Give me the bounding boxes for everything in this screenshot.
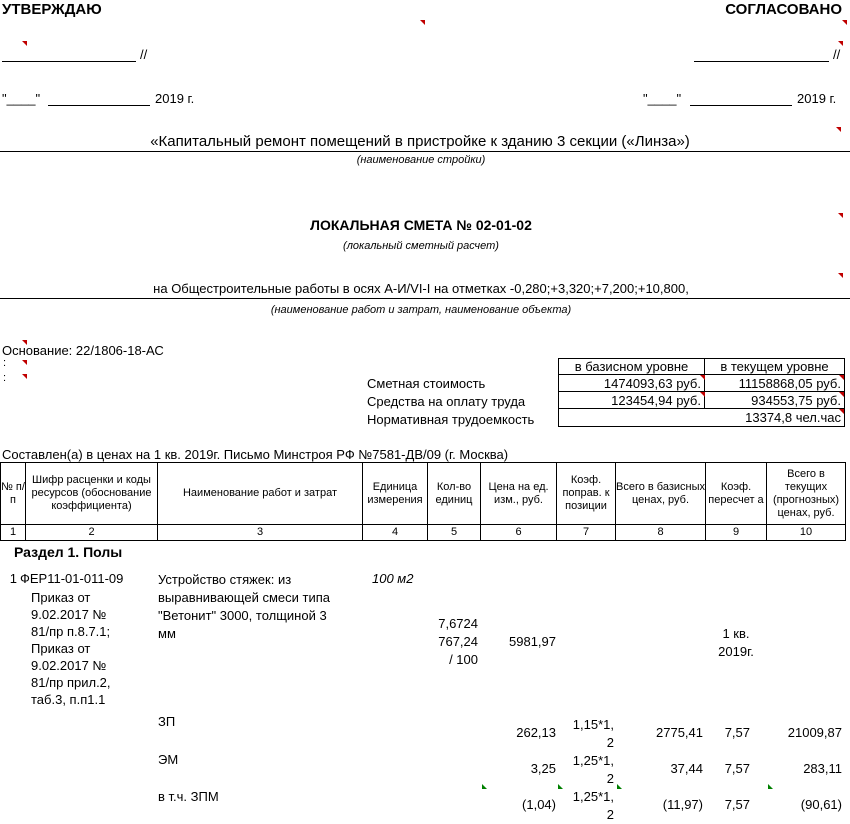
- name-line: мм: [158, 626, 176, 641]
- summary-header-current: в текущем уровне: [704, 358, 845, 375]
- subrow-price: 262,13: [516, 725, 556, 740]
- code-line: Приказ от: [31, 641, 91, 656]
- subrow-coef: [556, 788, 614, 824]
- column-number: 2: [25, 524, 158, 541]
- item-code: ФЕР11-01-011-09: [20, 571, 124, 586]
- comment-marker: [842, 20, 847, 25]
- summary-label: Средства на оплату труда: [367, 394, 526, 409]
- table-header-cell: Всего в текущих (прогнозных) ценах, руб.: [766, 462, 846, 525]
- table-header-cell: Коэф. пересчет а: [705, 462, 767, 525]
- summary-value-current: 13374,8 чел.час: [558, 408, 845, 427]
- subrow-name: ЭМ: [158, 752, 179, 767]
- subrow-coef: [556, 752, 614, 788]
- column-number: 4: [362, 524, 428, 541]
- name-line: "Ветонит" 3000, толщиной 3: [158, 608, 327, 623]
- item-number: 1: [9, 571, 17, 586]
- basis-dot: :: [3, 372, 7, 384]
- coef-line: 2: [606, 771, 614, 786]
- slashes-left: //: [140, 47, 148, 62]
- basis-dot: :: [3, 357, 7, 369]
- summary-value-current: 11158868,05 руб.: [704, 374, 845, 392]
- table-header-cell: Единица измерения: [362, 462, 428, 525]
- code-line: 81/пр п.8.7.1;: [31, 624, 111, 639]
- green-marker: [617, 784, 622, 789]
- table-header-cell: Наименование работ и затрат: [157, 462, 363, 525]
- table-header-cell: Всего в базисных ценах, руб.: [615, 462, 706, 525]
- table-header-cell: Цена на ед. изм., руб.: [480, 462, 557, 525]
- comment-marker: [839, 375, 844, 380]
- section-title: Раздел 1. Полы: [14, 544, 123, 560]
- qty-line: / 100: [449, 652, 478, 667]
- comment-marker: [839, 409, 844, 414]
- date-quote-left: "____": [2, 91, 41, 106]
- comment-marker: [700, 392, 705, 397]
- subrow-price: 3,25: [530, 761, 556, 776]
- coef-line: 2: [606, 735, 614, 750]
- object-caption: (наименование стройки): [356, 154, 486, 166]
- item-price: 5981,97: [509, 634, 556, 649]
- estimate-subtitle: (локальный сметный расчет): [343, 240, 499, 252]
- summary-value-base: 123454,94 руб.: [558, 391, 705, 409]
- table-header-cell: № п/п: [0, 462, 26, 525]
- item-recalc-period: [705, 625, 767, 661]
- subrow-price: (1,04): [522, 797, 556, 812]
- column-number: 7: [556, 524, 616, 541]
- qty-line: 7,6724: [438, 616, 478, 631]
- works-description: на Общестроительные работы в осях А-И/VI-I на отметках -0,280;+3,320;+7,200;+10,800,: [153, 281, 689, 296]
- coef-line: 1,25*1,: [572, 789, 614, 804]
- comment-marker: [838, 41, 843, 46]
- comment-marker: [22, 340, 27, 345]
- comment-marker: [839, 392, 844, 397]
- subrow-base: 2775,41: [656, 725, 703, 740]
- object-underline: [0, 151, 850, 152]
- subrow-base: (11,97): [662, 797, 703, 812]
- date-quote-right: "____": [643, 91, 682, 106]
- subrow-current: 21009,87: [787, 725, 842, 740]
- basis-label: Основание: 22/1806-18-АС: [2, 343, 164, 358]
- date-year-left: 2019 г.: [155, 91, 195, 106]
- recalc-line: 2019г.: [718, 644, 754, 659]
- column-number: 6: [480, 524, 557, 541]
- works-underline: [0, 298, 850, 299]
- slashes-right: //: [833, 47, 841, 62]
- green-marker: [768, 784, 773, 789]
- table-header-cell: Коэф. поправ. к позиции: [556, 462, 616, 525]
- signature-line-right: [694, 61, 829, 62]
- comment-marker: [838, 213, 843, 218]
- green-marker: [482, 784, 487, 789]
- subrow-current: (90,61): [800, 797, 842, 812]
- code-line: таб.3, п.п1.1: [31, 692, 106, 707]
- column-number: 10: [766, 524, 846, 541]
- subrow-base: 37,44: [670, 761, 703, 776]
- item-name: [158, 571, 330, 643]
- date-line-left: [48, 105, 150, 106]
- column-number: 1: [0, 524, 26, 541]
- works-caption: (наименование работ и затрат, наименование объекта): [270, 304, 572, 316]
- name-line: Устройство стяжек: из: [158, 572, 292, 587]
- subrow-name: ЗП: [158, 714, 176, 729]
- comment-marker: [22, 374, 27, 379]
- code-line: 81/пр прил.2,: [31, 675, 111, 690]
- date-year-right: 2019 г.: [797, 91, 837, 106]
- subrow-current: 283,11: [803, 761, 842, 776]
- column-number: 8: [615, 524, 706, 541]
- code-line: Приказ от: [31, 590, 91, 605]
- table-header-cell: Кол-во единиц: [427, 462, 481, 525]
- subrow-coef: [556, 716, 614, 752]
- summary-header-base: в базисном уровне: [558, 358, 705, 375]
- estimate-title: ЛОКАЛЬНАЯ СМЕТА № 02-01-02: [310, 217, 532, 233]
- signature-line-left: [2, 61, 136, 62]
- subrow-name: в т.ч. ЗПМ: [158, 789, 219, 804]
- agree-label: СОГЛАСОВАНО: [725, 1, 842, 18]
- code-line: 9.02.2017 №: [31, 607, 107, 622]
- comment-marker: [22, 41, 27, 46]
- subrow-recalc: 7,57: [724, 761, 750, 776]
- comment-marker: [420, 20, 425, 25]
- prices-note: Составлен(а) в ценах на 1 кв. 2019г. Письмо Минстроя РФ №7581-ДВ/09 (г. Москва): [2, 447, 509, 462]
- item-quantity: [420, 615, 478, 669]
- coef-line: 1,25*1,: [572, 753, 614, 768]
- name-line: выравнивающей смеси типа: [158, 590, 330, 605]
- subrow-recalc: 7,57: [724, 797, 750, 812]
- summary-value-base: 1474093,63 руб.: [558, 374, 705, 392]
- code-line: 9.02.2017 №: [31, 658, 107, 673]
- comment-marker: [700, 375, 705, 380]
- coef-line: 1,15*1,: [572, 717, 614, 732]
- item-unit: 100 м2: [372, 571, 414, 586]
- recalc-line: 1 кв.: [722, 626, 750, 641]
- comment-marker: [22, 360, 27, 365]
- summary-label: Сметная стоимость: [367, 376, 486, 391]
- object-name: «Капитальный ремонт помещений в пристройке к зданию 3 секции («Линза»): [150, 133, 690, 150]
- table-header-cell: Шифр расценки и коды ресурсов (обоснование коэффициента): [25, 462, 158, 525]
- date-line-right: [690, 105, 792, 106]
- column-number: 5: [427, 524, 481, 541]
- item-code-basis: [31, 589, 111, 708]
- summary-value-current: 934553,75 руб.: [704, 391, 845, 409]
- subrow-recalc: 7,57: [724, 725, 750, 740]
- coef-line: 2: [606, 807, 614, 822]
- comment-marker: [836, 127, 841, 132]
- summary-label: Нормативная трудоемкость: [367, 412, 535, 427]
- qty-line: 767,24: [438, 634, 478, 649]
- approve-label: УТВЕРЖДАЮ: [2, 1, 102, 18]
- comment-marker: [838, 273, 843, 278]
- column-number: 9: [705, 524, 767, 541]
- column-number: 3: [157, 524, 363, 541]
